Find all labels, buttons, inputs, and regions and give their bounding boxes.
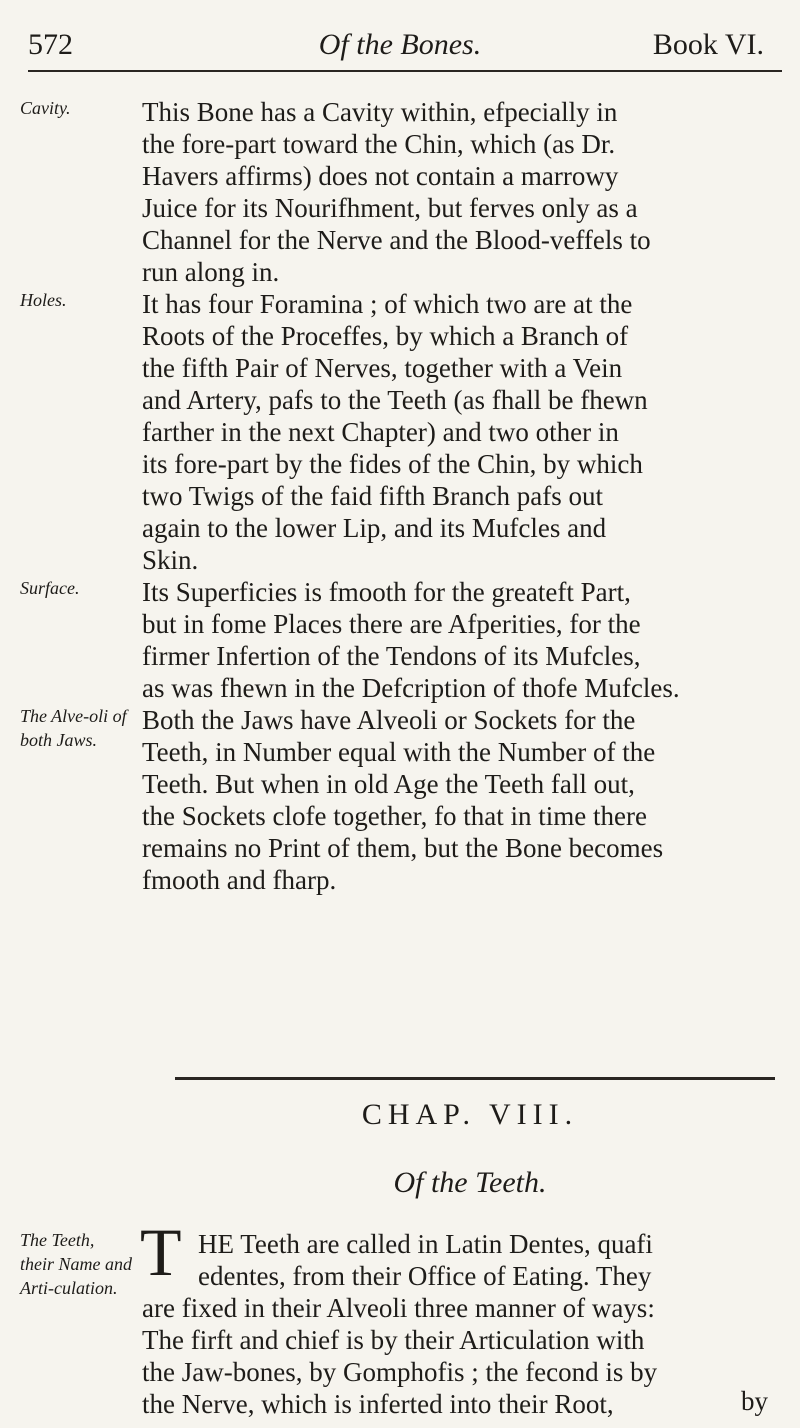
text-line: Its Superficies is fmooth for the greateft Part, xyxy=(142,577,631,607)
drop-cap: T xyxy=(140,1214,182,1290)
paragraph-surface xyxy=(142,576,782,704)
text-line: but in fome Places there are Afperities, for the xyxy=(142,609,641,639)
text-line: firmer Infertion of the Tendons of its Mufcles, xyxy=(142,641,641,671)
text-line: Havers affirms) does not contain a marrowy xyxy=(142,161,619,191)
text-line: the fifth Pair of Nerves, together with a Vein xyxy=(142,353,623,383)
text-line: Teeth. But when in old Age the Teeth fall out, xyxy=(142,769,635,799)
catchword: by xyxy=(741,1386,768,1416)
text-line: and Artery, pafs to the Teeth (as fhall be fhewn xyxy=(142,385,648,415)
text-line: the Jaw-bones, by Gomphofis ; the fecond is by xyxy=(142,1357,658,1387)
book-label: Book VI. xyxy=(652,28,764,61)
paragraph-holes xyxy=(142,288,782,576)
paragraph-teeth xyxy=(142,1228,782,1420)
margin-note-surface: Surface. xyxy=(20,578,80,598)
text-line: It has four Foramina ; of which two are at the xyxy=(142,289,633,319)
text-line: edentes, from their Office of Eating. They xyxy=(198,1261,652,1291)
text-line: the fore-part toward the Chin, which (as Dr. xyxy=(142,129,616,159)
text-line: the Nerve, which is inferted into their Root, xyxy=(142,1389,614,1419)
header-rule xyxy=(28,70,782,72)
text-line: again to the lower Lip, and its Mufcles and xyxy=(142,513,607,543)
chapter-heading: CHAP. VIII. xyxy=(361,1098,579,1131)
margin-note-cavity: Cavity. xyxy=(20,98,71,118)
text-line: the Sockets clofe together, fo that in time there xyxy=(142,801,647,831)
margin-note-teeth: The Teeth, their Name and Arti-culation. xyxy=(20,1230,132,1298)
text-line: Skin. xyxy=(142,545,199,575)
margin-note-alveoli: The Alve-oli of both Jaws. xyxy=(20,706,127,750)
text-line: Both the Jaws have Alveoli or Sockets for the xyxy=(142,705,636,735)
text-line: Channel for the Nerve and the Blood-veffels to xyxy=(142,225,651,255)
text-line: HE Teeth are called in Latin Dentes, quafi xyxy=(198,1229,653,1259)
margin-note-holes: Holes. xyxy=(20,290,67,310)
paragraph-alveoli xyxy=(142,704,782,896)
text-line: are fixed in their Alveoli three manner of ways: xyxy=(142,1293,655,1323)
text-line: Roots of the Proceffes, by which a Branch of xyxy=(142,321,629,351)
text-line: remains no Print of them, but the Bone becomes xyxy=(142,833,664,863)
text-line: two Twigs of the faid fifth Branch pafs out xyxy=(142,481,604,511)
chapter-subtitle: Of the Teeth. xyxy=(393,1166,547,1199)
text-line: Juice for its Nourifhment, but ferves only as a xyxy=(142,193,638,223)
text-line: fmooth and fharp. xyxy=(142,865,337,895)
page-number: 572 xyxy=(28,28,73,61)
running-head xyxy=(20,28,780,72)
paragraph-cavity xyxy=(142,96,782,288)
text-line: This Bone has a Cavity within, efpecially in xyxy=(142,97,618,127)
running-title: Of the Bones. xyxy=(318,28,482,61)
text-line: Teeth, in Number equal with the Number of the xyxy=(142,737,656,767)
text-line: farther in the next Chapter) and two other in xyxy=(142,417,619,447)
text-line: as was fhewn in the Defcription of thofe Mufcles. xyxy=(142,673,680,703)
chapter-divider xyxy=(175,1077,775,1080)
text-line: its fore-part by the fides of the Chin, by which xyxy=(142,449,643,479)
text-line: The firft and chief is by their Articulation with xyxy=(142,1325,645,1355)
text-line: run along in. xyxy=(142,257,280,287)
